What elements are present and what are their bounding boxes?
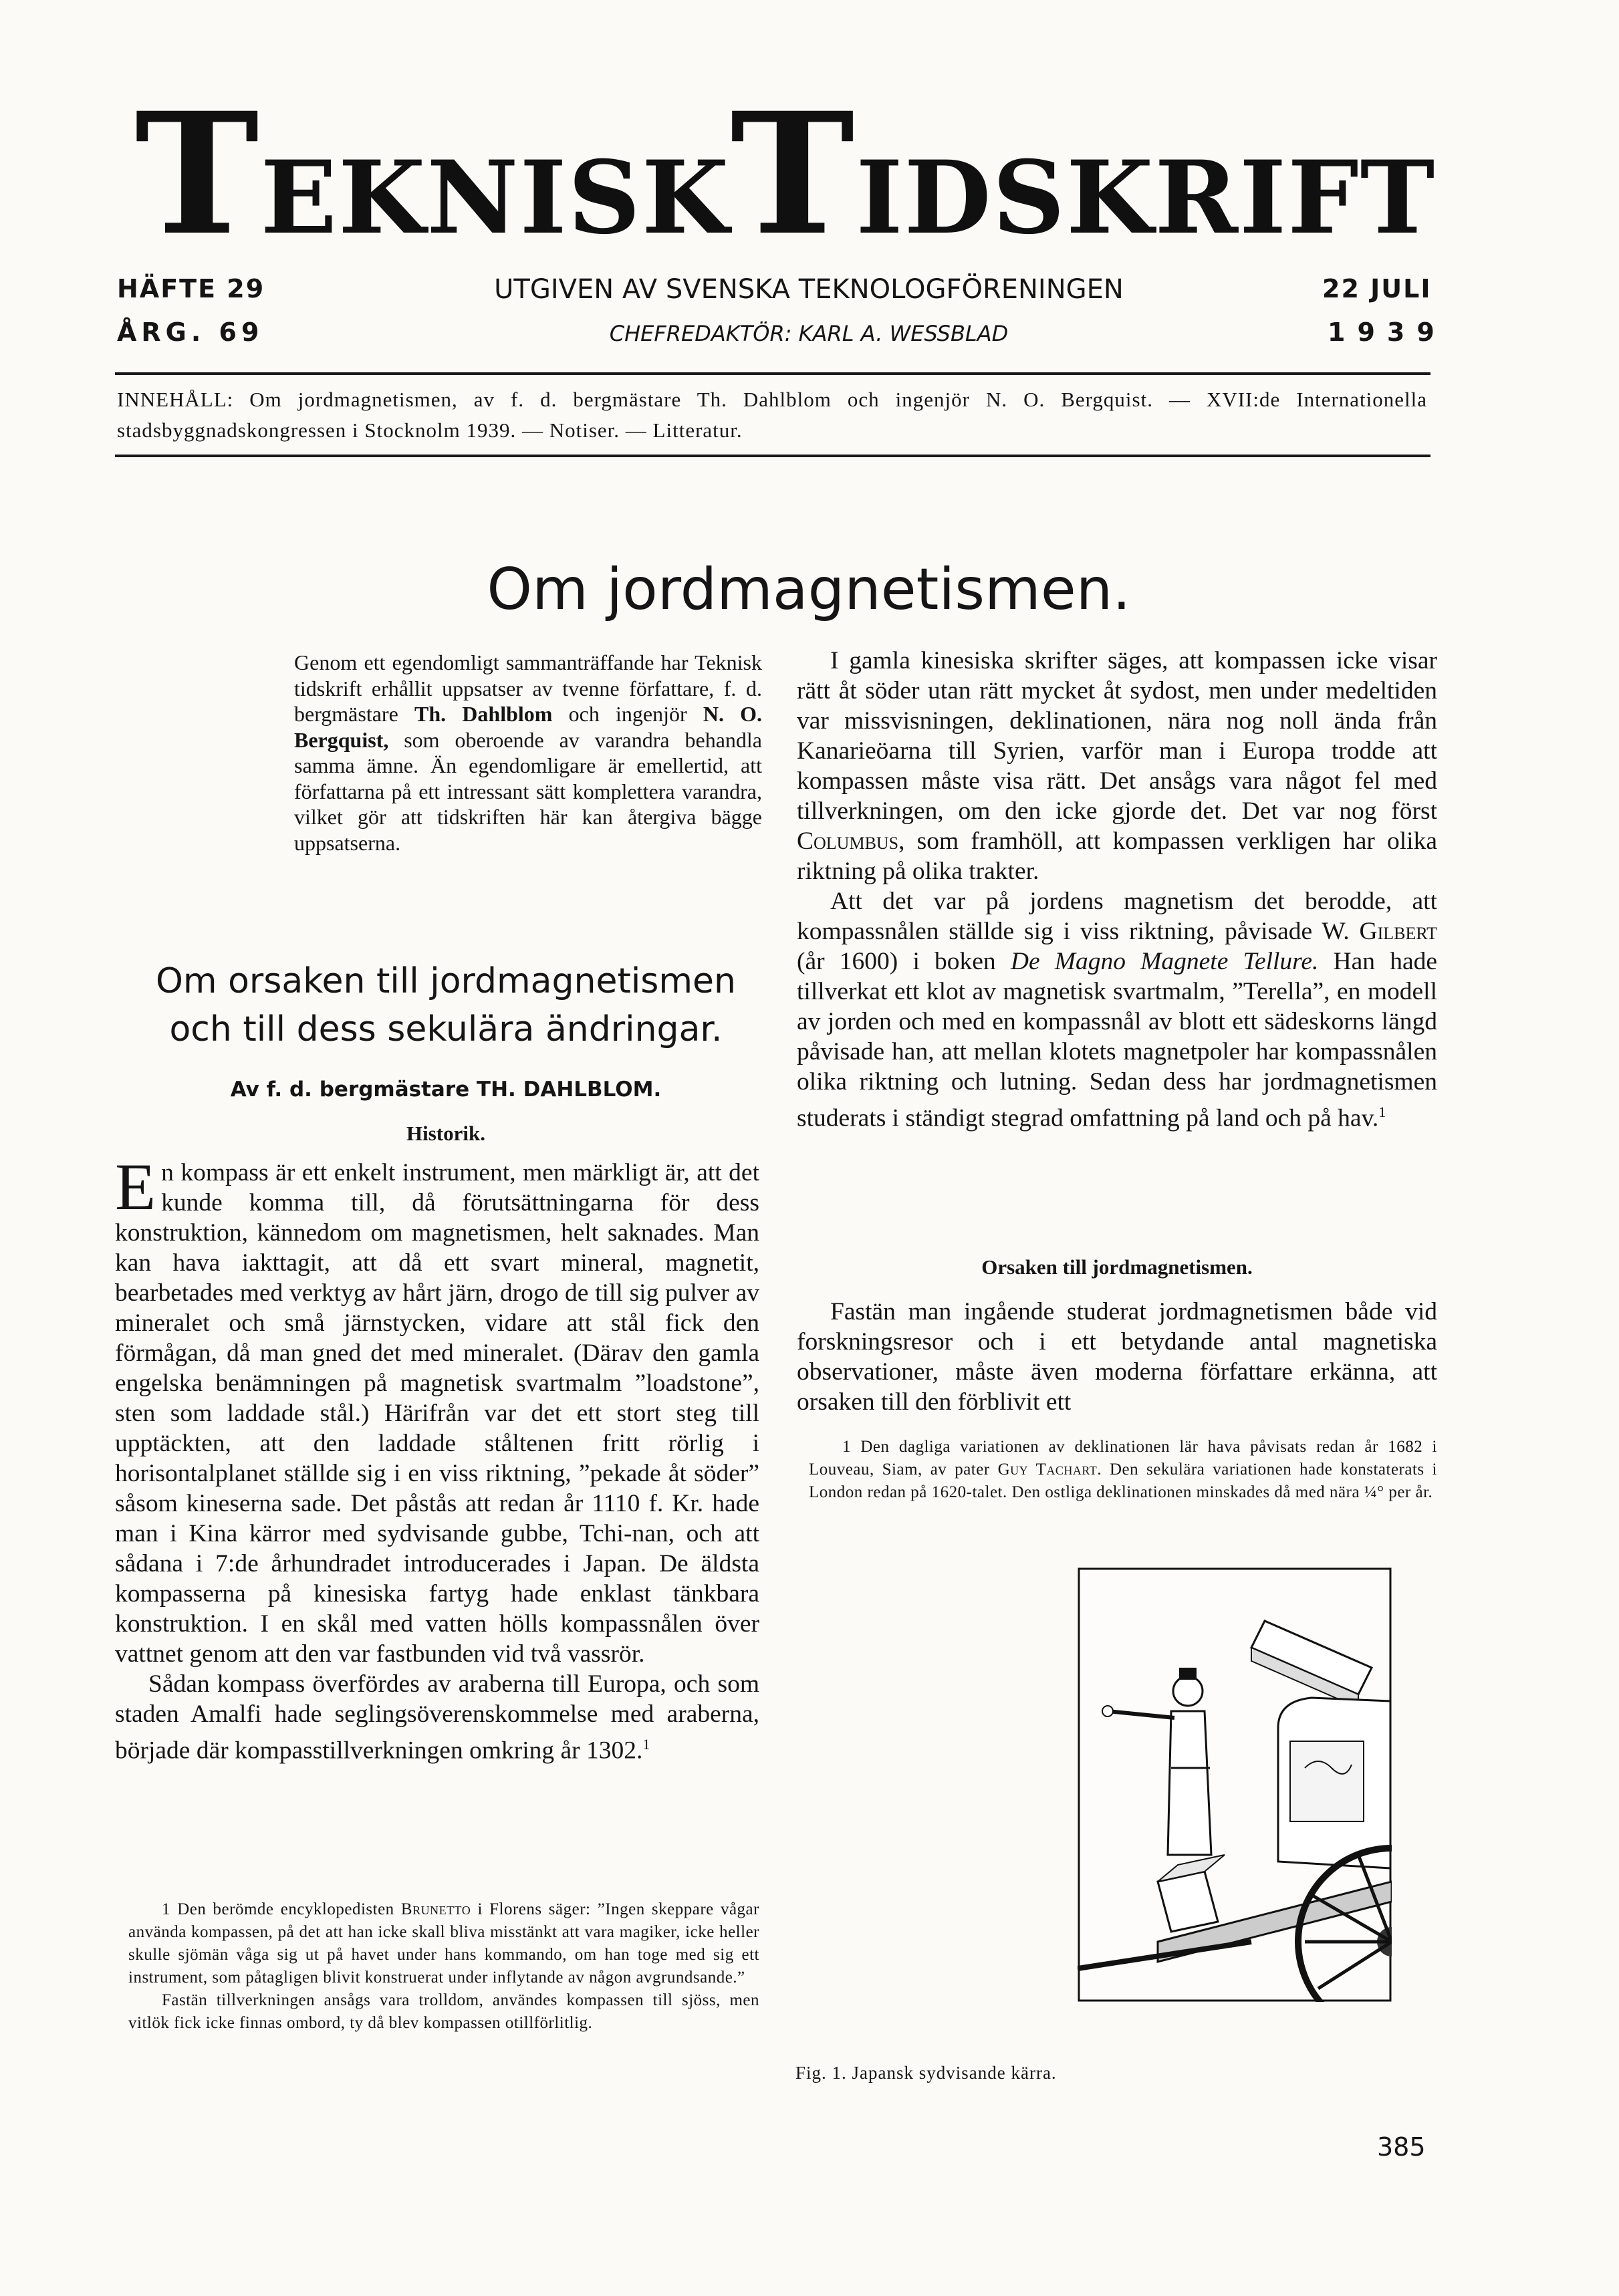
footnote-brunetto: 1 Den berömde encyklopedisten Brunetto i Florens säger: ”Ingen skeppare vågar använda kompassen, på det att han icke skall bliva misstänkt att vara magiker, icke heller skulle sjömän våga sig ut på havet under hans kommando, om han toge med sig ett instrument, som påtagligen blivit konstruerat under inflytande av någon avgrundsande.” Fastän tillverkningen ansågs vara trolldom, användes kompassen till sjöss, men vitlök fick icke finnas ombord, ty då blev kompassen otillförlitlig. <box>128 1900 759 2032</box>
south-pointing-cart-illustration <box>1078 1567 1392 2002</box>
right-column-text: I gamla kinesiska skrifter säges, att kompassen icke visar rätt åt söder utan rätt mycket åt sydost, men under medeltiden var missvisningen, deklinationen, nära nog noll ända från Kanarieöarna till Syrien, varför man i Europa trodde att kompassen måste visa rätt. Det ansågs vara något fel med tillverkningen, om den icke gjorde det. Det var nog först Columbus, som framhöll, att kompassen verkligen har olika riktning på olika trakter. Att det var på jordens magnetism det berodde, att kompassnålen ställde sig i viss riktning, påvisade W. Gilbert (år 1600) i boken De Magno Magnete Tellure. Han hade tillverkat ett klot av magnetisk svartmalm, ”Terella”, en modell av jorden och med en kompassnål av blott ett sädeskorns längd påvisade han, att mellan klotets magnetpoler har kompassnålen olika riktning och lutning. Sedan dess har jordmagnetismen studerats i ständigt stegrad omfattning på land och på hav.$^1$ <box>797 647 1438 1132</box>
right-column-text-2: Fastän man ingående studerat jordmagnetismen både vid forskningsresor och i ett betydande antal magnetiska observationer, måste även moderna författare erkänna, att orsaken till den förblivit ett <box>797 1298 1437 1416</box>
issue-date: 22 JULI <box>1322 274 1432 303</box>
header-rule <box>115 372 1430 375</box>
journal-masthead <box>117 76 1454 272</box>
author-byline: Av f. d. bergmästare TH. DAHLBLOM. <box>230 1077 662 1102</box>
subheading-historik: Historik. <box>406 1122 485 1145</box>
footnote-variation: 1 Den dagliga variationen av deklinationen lär hava påvisats redan år 1682 i Louveau, Siam, av pater Guy Tachart. Den sekulära variationen hade konstaterats i London redan på 1620-talet. Den ostliga deklinationen minskades då med nära ¼° per år. <box>809 1438 1438 1501</box>
masthead-word1: EKNISK <box>260 139 731 257</box>
masthead-word2: IDSKRIFT <box>856 139 1437 257</box>
table-of-contents: INNEHÅLL: Om jordmagnetismen, av f. d. bergmästare Th. Dahlblom och ingenjör N. O. Bergquist. — XVII:de Internationella stadsbyggnadskongressen i Stocknolm 1939. — Notiser. — Litteratur. <box>117 388 1427 442</box>
section-title: Om orsaken till jordmagnetismen och till dess sekulära ändringar. <box>155 961 736 1049</box>
figure-caption: Fig. 1. Japansk sydvisande kärra. <box>795 2063 1057 2083</box>
editorial-intro: Genom ett egendomligt sammanträffande har Teknisk tidskrift erhållit uppsatser av tvenne författare, f. d. bergmästare Th. Dahlblom och ingenjör N. O. Bergquist, som oberoende av varandra behandla samma ämne. Än egendomligare är emellertid, att författarna på ett intressant sätt komplettera varandra, vilket gör att tidskriften här kan återgiva bägge uppsatserna. <box>294 650 763 855</box>
masthead-initial: T <box>730 76 856 272</box>
page-number: 385 <box>1377 2132 1426 2162</box>
drop-cap: E <box>115 1150 156 1224</box>
issue-year: 1939 <box>1328 317 1447 347</box>
left-column-text: En kompass är ett enkelt instrument, men märkligt är, att det kunde komma till, då förutsättningarna för dess konstruktion, kännedom om magnetismen, helt saknades. Man kan hava iakttagit, att då ett svart mineral, magnetit, bearbetades med verktyg av hårt järn, drogo de till sig pulver av mineralet och små järnstycken, vidare att stål fick den förmågan, då man gned det med mineralet. (Därav den gamla engelska benämningen på magnetisk svartmalm ”loadstone”, sten som laddade stål.) Härifrån var det ett stort steg till upptäckten, att den laddade ståltenen fritt rörlig i horisontalplanet ställde sig i en viss riktning, ”pekade åt söder” såsom kineserna sade. Det påstås att redan år 1110 f. Kr. hade man i Kina kärror med sydvisande gubbe, Tchi-nan, och att sådana i 7:de århundradet introducerades i Japan. De äldsta kompasserna på kinesiska fartyg hade enklast tänkbara konstruktion. I en skål med vatten hölls kompassnålen över vattnet genom att den var fastbunden vid två vassrör. Sådan kompass överfördes av araberna till Europa, och som staden Amalfi hade seglingsöverenskommelse med araberna, började där kompasstillverkningen omkring år 1302.$^1$ <box>115 1150 759 1765</box>
volume-number: ÅRG. 69 <box>117 317 264 347</box>
contents-rule <box>115 455 1430 457</box>
editor-line: CHEFREDAKTÖR: KARL A. WESSBLAD <box>609 321 1009 346</box>
issue-number: HÄFTE 29 <box>117 274 265 303</box>
masthead-initial: T <box>134 76 261 272</box>
subheading-orsaken: Orsaken till jordmagnetismen. <box>981 1255 1253 1279</box>
publisher-line: UTGIVEN AV SVENSKA TEKNOLOGFÖRENINGEN <box>494 274 1124 305</box>
article-title: Om jordmagnetismen. <box>487 556 1131 623</box>
